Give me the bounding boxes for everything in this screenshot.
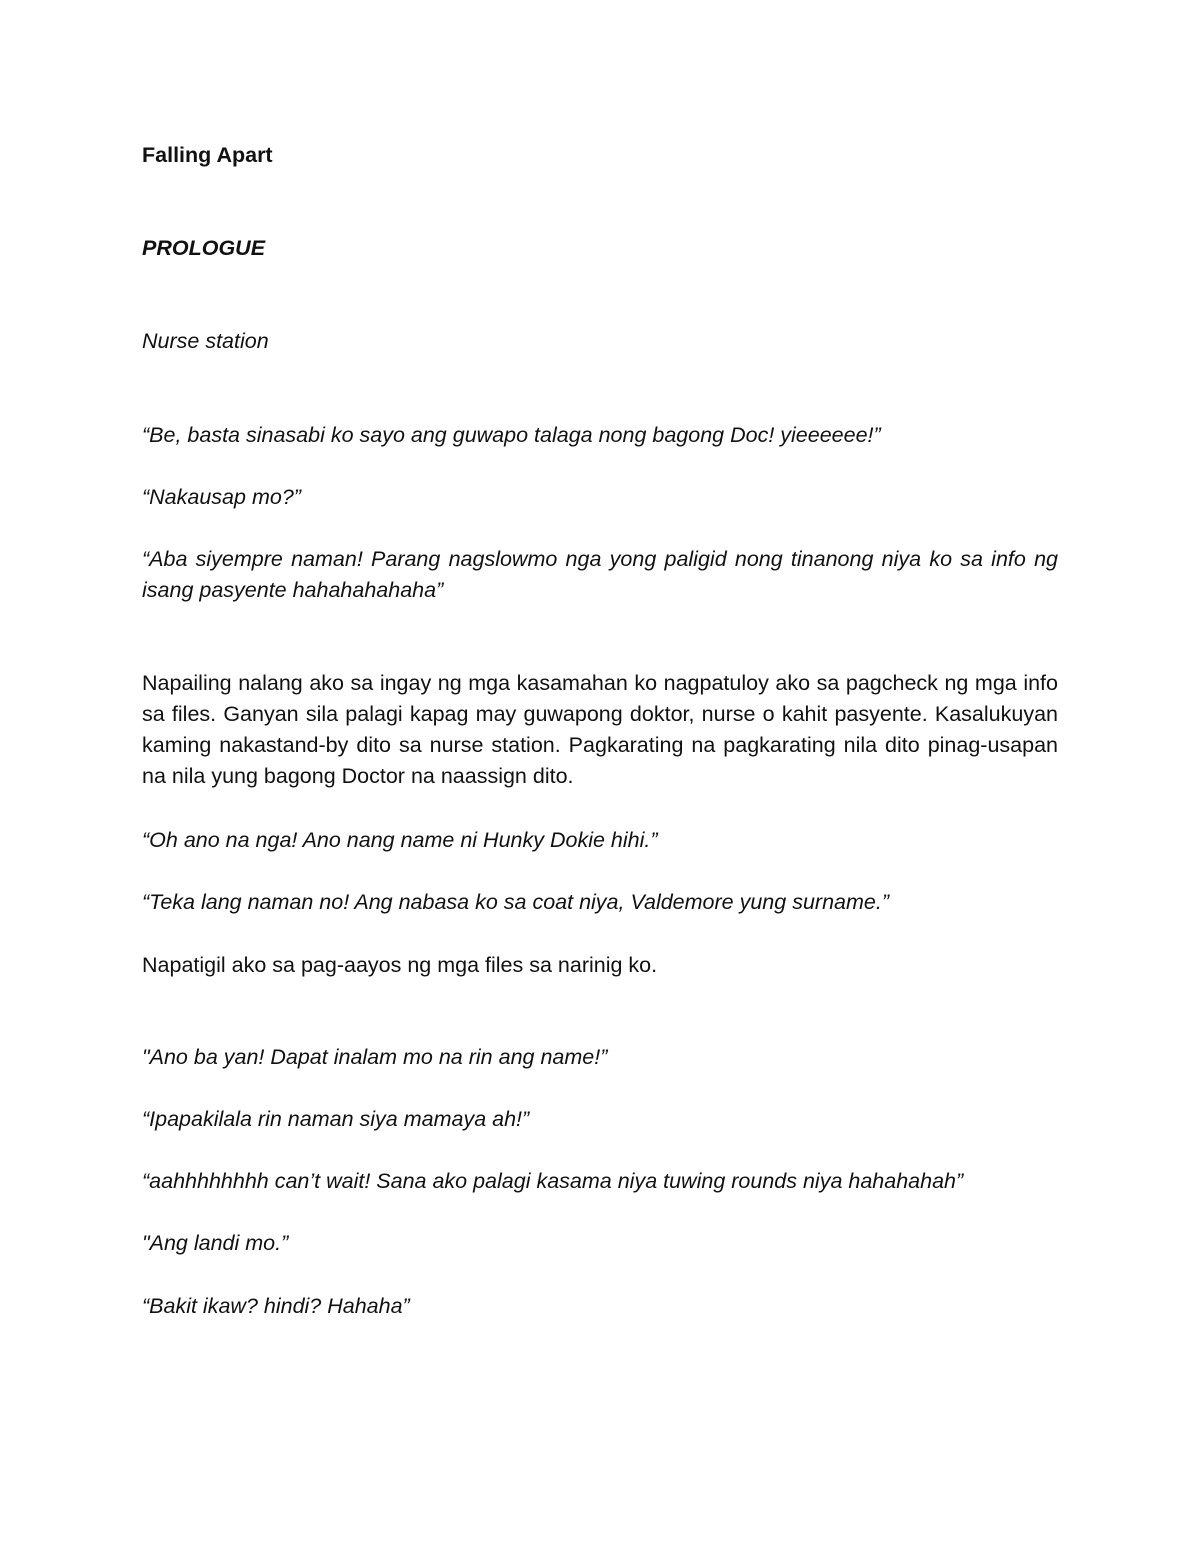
dialogue-line: “Teka lang naman no! Ang nabasa ko sa coat niya, Valdemore yung surname.” (142, 890, 889, 914)
dialogue-line: "Ano ba yan! Dapat inalam mo na rin ang name!” (142, 1045, 608, 1069)
dialogue-line: “Oh ano na nga! Ano nang name ni Hunky Dokie hihi.” (142, 828, 658, 852)
dialogue-line: “Bakit ikaw? hindi? Hahaha” (142, 1294, 410, 1318)
scene-setting: Nurse station (142, 329, 269, 353)
narration-paragraph: Napailing nalang ako sa ingay ng mga kasamahan ko nagpatuloy ako sa pagcheck ng mga info sa files. Ganyan sila palagi kapag may guwapong doktor, nurse o kahit pasyente. Kasalukuyan kaming nakastand-by dito sa nurse station. Pagkarating na pagkarating nila dito pinag-usapan na nila yung bagong Doctor na naassign dito. (142, 671, 1058, 788)
dialogue-line: “Be, basta sinasabi ko sayo ang guwapo talaga nong bagong Doc! yieeeeee!” (142, 423, 881, 447)
dialogue-line: “Nakausap mo?” (142, 485, 301, 509)
narration-paragraph: Napatigil ako sa pag-aayos ng mga files sa narinig ko. (142, 953, 658, 977)
document-title: Falling Apart (142, 143, 273, 167)
dialogue-line: “aahhhhhhhh can’t wait! Sana ako palagi kasama niya tuwing rounds niya hahahahah” (142, 1169, 964, 1193)
dialogue-line: “Ipapakilala rin naman siya mamaya ah!” (142, 1107, 530, 1131)
chapter-heading: PROLOGUE (142, 236, 266, 260)
dialogue-line: "Ang landi mo.” (142, 1231, 289, 1255)
dialogue-line: “Aba siyempre naman! Parang nagslowmo nga yong paligid nong tinanong niya ko sa info ng isang pasyente hahahahahaha” (142, 547, 1058, 602)
